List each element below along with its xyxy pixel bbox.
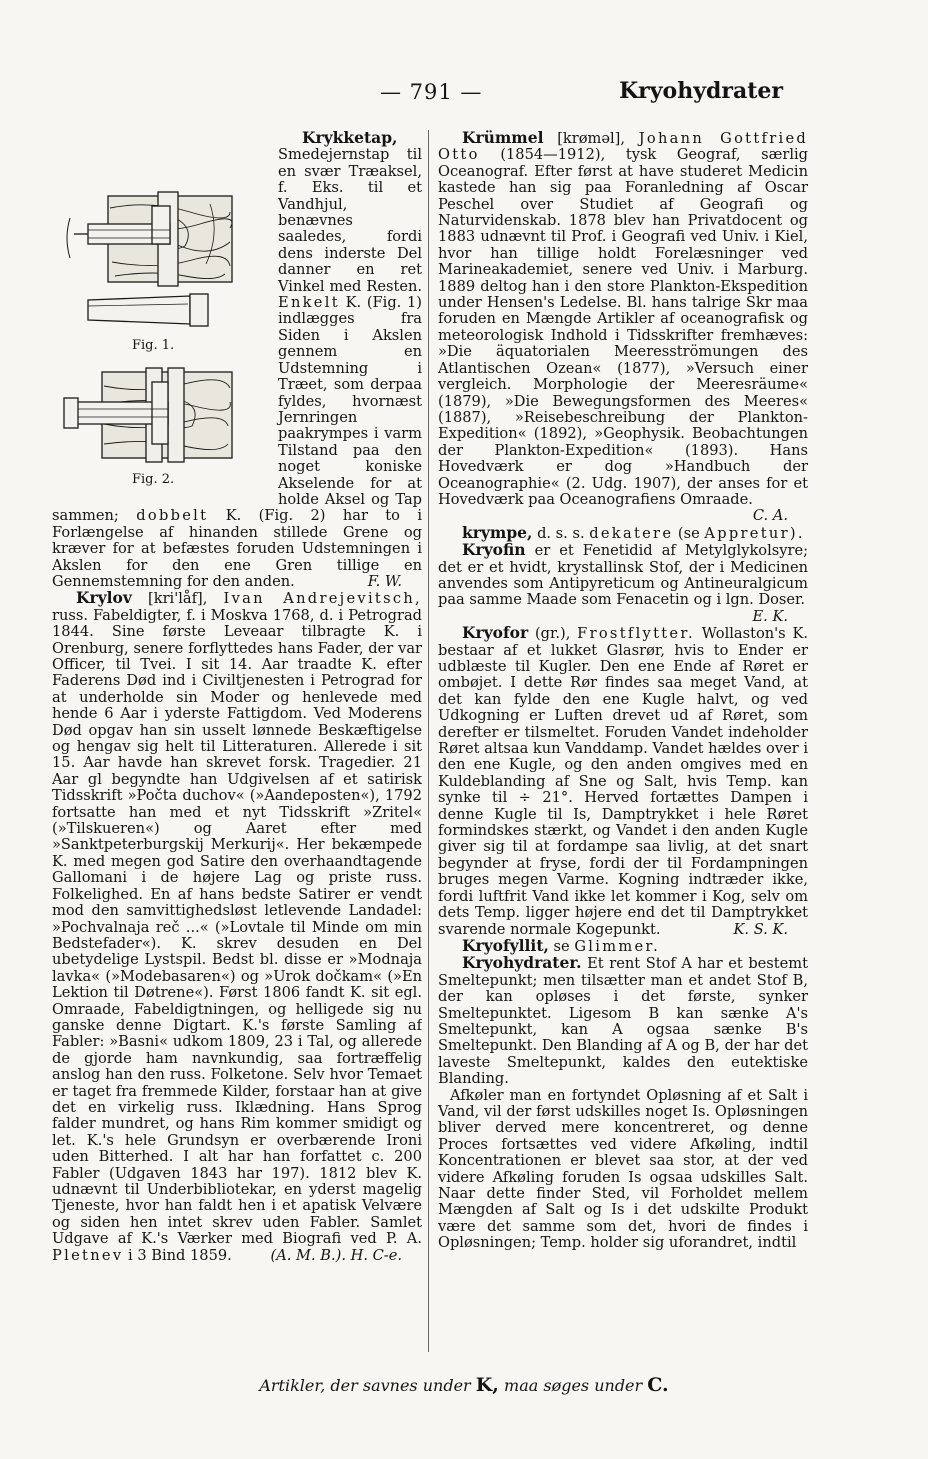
column-divider	[428, 130, 429, 1352]
running-head: Kryohydrater	[619, 78, 783, 104]
headword-krummel: Krümmel	[462, 130, 544, 147]
footer-text-1: Artikler, der savnes under	[259, 1376, 471, 1395]
entry-kryofyllit: Kryofyllit, se Glimmer.	[462, 935, 661, 955]
headword-krympe: krympe,	[462, 522, 533, 542]
left-column	[52, 130, 422, 1358]
figure-2	[60, 364, 260, 486]
headword-kryohydrater: Kryohydrater.	[462, 953, 582, 973]
footer-text-2: maa søges under	[504, 1376, 643, 1395]
signature: (A. M. B.). H. C-e.	[270, 1246, 402, 1264]
paragraph-kryohydrater-2: Afkøler man en fortyndet Opløsning af et Salt i Vand, vil der først udskilles noget Is. Opløsningen bliver derved mere koncentreret, og denne Proces fortsættes ved videre Afkøling, indtil Koncentrationen er blevet saa stor, at der ved videre Afkøling foruden Is ogsaa udskilles Salt. Naar dette finder Sted, vil Forholdet mellem Mængden af Salt og Is i det udskilte Produkt være det samme som det, hvori de findes i Opløsningen; Temp. holder sig uforandret, indtil	[438, 1086, 808, 1252]
signature: C. A.	[752, 507, 788, 525]
signature: F. W.	[367, 572, 402, 590]
entry-kryofin: Kryofin er et Fenetidid af Metylglykolsyre; det er et hvidt, krystallinsk Stof, der i Medicinen anvendes som Antipyreticum og Antineuralgicum paa samme Maade som Fenacetin og i lgn. Doser. E. K.	[438, 540, 808, 625]
entry-krylov: Krylov [kri'låf], Ivan Andrejevitsch, russ. Fabeldigter, f. i Moskva 1768, d. i Petrograd 1844. Sine første Leveaar tilbragte K. i Orenburg, senere forflyttedes hans Fader, der var Officer, til Tvei. I sit 14. Aar traadte K. efter Faderens Død ind i Civiltjenesten i Petrograd for at underholde sin Moder og henlevede med hende 6 Aar i yderste Fattigdom. Ved Moderens Død opgav han sin usselt lønnede Beskæftigelse og hengav sig helt til Litteraturen. Allerede i sit 15. Aar havde han skrevet forsk. Tragedier. 21 Aar gl begyndte han Udgivelsen af et satirisk Tidsskrift »Počta duchov« (»Aandeposten«), 1792 fortsatte han med et nyt Tidsskrift »Zritel« (»Tilskueren«) og Aaret efter med »Sanktpeterburgskij Merkurij«. Her bekæmpede K. med megen god Satire den overhaandtagende Gallomani i de højere Lag og priste russ. Folkelighed. En af hans bedste Satirer er vendt mod den samvittighedsløst letlevende Landadel: »Pochvalnaja reč ...« (»Lovtale til Minde om min Bedstefader«). K. skrev desuden en Del ubetydelige Lystspil. Bedst bl. disse er »Modnaja lavka« (»Modebasaren«) og »Urok dočkam« (»En Lektion til Døtrene«). Først 1806 fandt K. sit egl. Omraade, Fabeldigtningen, og helligede sig nu ganske denne Digtart. K.'s første Samling af Fabler: »Basni« udkom 1809, 23 i Tal, og allerede de gjorde ham navnkundig, saa fortræffelig anslog han den russ. Folketone. Selv hvor Temaet er taget fra fremmede Kilder, forstaar han at give det en virkelig russ. Iklædning. Hans Sprog falder mundret, og hans Rim kommer smidigt og let. K.'s hele Grundsyn er overbærende Ironi uden Bitterhed. I alt har han forfattet c. 200 Fabler (Udgaven 1843 har 197). 1812 blev K. udnævnt til Underbibliotekar, en yderst magelig Tjeneste, hvor han faldt hen i et apatisk Velvære og siden hen intet skrev uden Fabler. Samlet Udgave af K.'s Værker med Biografi ved P. A. Pletnev i 3 Bind 1859. (A. M. B.). H. C-e.	[52, 588, 422, 1264]
crank-pin-double-illustration	[60, 364, 260, 469]
page-footer	[0, 1374, 928, 1396]
entry-kryofor: Kryofor (gr.), Frostflytter. Wollaston's K. bestaar af et lukket Glasrør, hvis to Ender er udblæste til Kugler. Den ene Ende af Røret er ombøjet. I dette Rør findes saa meget Vand, at det kan fylde den ene Kugle halvt, og ved Udkogning er Luften drevet ud af Røret, som derefter er tilsmeltet. Foruden Vandet indeholder Røret altsaa kun Vanddamp. Vandet hældes over i den ene Kugle, og den anden omgives med en Kuldeblanding af Sne og Salt, hvis Temp. kan synke til ÷ 21°. Herved fortættes Dampen i denne Kugle til Is, Damptrykket i hele Røret formindskes stærkt, og Vandet i den anden Kugle giver sig til at fordampe saa livlig, at det snart begynder at fryse, fordi der til Fordampningen bruges megen Varme. Kogning indtræder ikke, fordi luftfrit Vand ikke let kommer i Kog, selv om dets Temp. ligger højere end det til Damptrykket svarende normale Kogepunkt. K. S. K.	[438, 623, 808, 938]
entry-krykketap: Krykketap, Smedejernstap til en svær Træaksel, f. Eks. til et Vandhjul, benævnes saaledes, fordi dens inderste Del danner en ret Vinkel med Resten. Enkelt K. (Fig. 1) indlægges fra Siden i Akslen gennem en Udstemning i Træet, som derpaa fyldes, hvornæst Jernringen paakrympes i varm Tilstand paa den noget koniske Akselende for at holde Aksel og Tap sammen; dobbelt K. (Fig. 2) har to i Forlængelse af hinanden stillede Grene og kræver for at befæstes foruden Udstemningen i Akslen for den ene Gren tillige en Gennemstemning for den anden. F. W.	[52, 130, 422, 590]
right-column	[438, 130, 808, 1358]
signature: E. K.	[752, 607, 788, 625]
signature: K. S. K.	[733, 920, 788, 938]
headword-kryofor: Kryofor	[462, 623, 529, 643]
figure-2-caption: Fig. 2.	[132, 472, 175, 487]
page-number: — 791 —	[380, 80, 483, 104]
figure-1-caption: Fig. 1.	[132, 338, 175, 353]
crank-pin-single-illustration	[60, 178, 260, 338]
figure-1	[60, 178, 260, 360]
footer-letter-c: C.	[647, 1374, 669, 1396]
figure-float	[52, 130, 272, 505]
entry-krummel: Krümmel [krøməl], Johann Gottfried Otto (1854—1912), tysk Geograf, særlig Oceanograf. Efter først at have studeret Medicin kastede han sig paa Foranledning af Oscar Peschel over Studiet af Geografi og Naturvidenskab. 1878 blev han Privatdocent og 1883 udnævnt til Prof. i Geografi ved Univ. i Kiel, hvor han tillige holdt Forelæsninger ved Marineakademiet, senere ved Univ. i Marburg. 1889 deltog han i den store Plankton-Ekspedition under Hensen's Ledelse. Bl. hans talrige Skr maa foruden en Mængde Artikler af oceanografisk og meteorologisk Indhold i Tidsskrifter fremhæves: »Die äquatorialen Meeresströmungen des Atlantischen Ozean« (1877), »Versuch einer vergleich. Morphologie der Meeresräume« (1879), »Die Bewegungsformen des Meeres« (1887), »Reisebeschreibung der Plankton-Expedition« (1892), »Geophysik. Beobachtungen der Plankton-Expedition« (1893). Hans Hovedværk er dog »Handbuch der Oceanographie« (2. Udg. 1907), der anses for et Hovedværk paa Oceanografiens Omraade. C. A.	[438, 130, 808, 525]
page-header	[0, 70, 928, 110]
headword-kryofin: Kryofin	[462, 540, 526, 560]
entry-krympe: krympe, d. s. s. dekatere (se Appretur).	[462, 522, 805, 542]
headword-krylov: Krylov	[76, 588, 132, 608]
footer-letter-k: K,	[475, 1374, 499, 1396]
headword-krykketap: Krykketap,	[302, 130, 398, 147]
headword-kryofyllit: Kryofyllit,	[462, 935, 549, 955]
entry-kryohydrater: Kryohydrater. Et rent Stof A har et bestemt Smeltepunkt; men tilsætter man et andet Stof B, der kan opløses i det første, synker Smeltepunktet. Ligesom B kan sænke A's Smeltepunkt, kan A ogsaa sænke B's Smeltepunkt. Den Blanding af A og B, der har det laveste Smeltepunkt, kaldes den eutektiske Blanding.	[438, 953, 808, 1088]
